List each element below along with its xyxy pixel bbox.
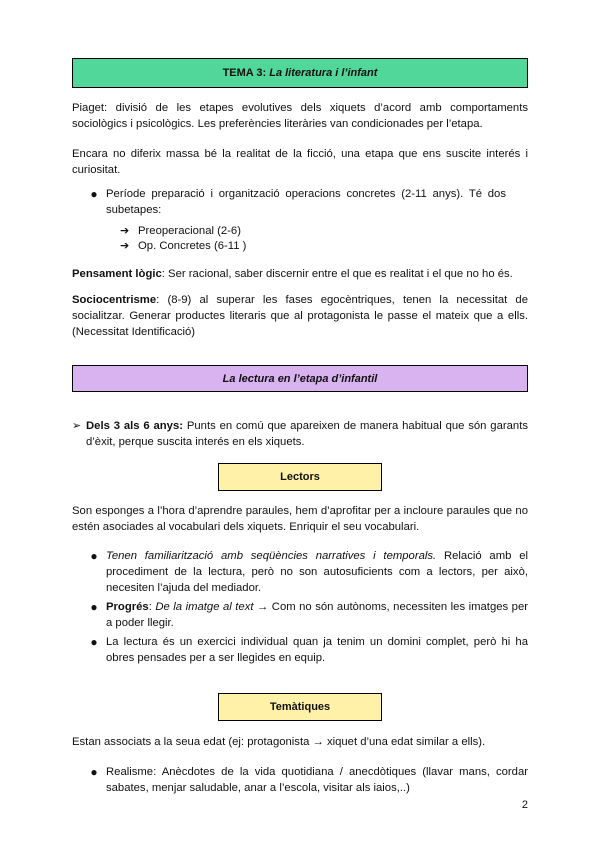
- bullet-icon: ●: [90, 765, 98, 779]
- lectors-title: Lectors: [280, 471, 320, 483]
- tematiques-title: Temàtiques: [269, 701, 331, 713]
- periode-item: Període preparació i organització operacions concretes (2-11 anys). Té dos subetapes:: [106, 188, 506, 216]
- bullet-icon: ●: [90, 635, 98, 649]
- socio-label: Sociocentrisme: [72, 294, 157, 306]
- piaget-paragraph: Piaget: divisió de les etapes evolutives dels xiquets d’acord amb comportaments sociològics i psicològics. Les preferències literàries van condicionades per l’etapa.: [72, 102, 528, 130]
- pensament-text: : Ser racional, saber discernir entre el que es realitat i el que no ho és.: [161, 268, 513, 280]
- bullet1-item: [106, 548, 528, 596]
- bullet2-item: Progrés: De la imatge al text → Com no són autònoms, necessiten les imatges per a poder llegir.: [106, 601, 528, 629]
- bullet2-italic: De la imatge al text: [155, 601, 254, 613]
- subetapa-2: Op. Concretes (6-11 ): [138, 240, 247, 252]
- bullet1-italic: Tenen familiarització amb seqüències narratives i temporals.: [106, 550, 437, 562]
- pensament-paragraph: [72, 266, 528, 282]
- pensament-label: Pensament lògic: [72, 268, 162, 280]
- encara-paragraph: Encara no diferix massa bé la realitat de la ficció, una etapa que ens suscite interés i curiositat.: [72, 148, 528, 176]
- bullet2-label: Progrés: [106, 601, 149, 613]
- arrow-icon: ➔: [120, 240, 130, 252]
- bullet-icon: ●: [90, 187, 98, 201]
- realisme-item: Realisme: Anècdotes de la vida quotidiana / anecdòtiques (llavar mans, cordar sabates, menjar saludable, anar a l’escola, visitar als iaios,..): [106, 766, 528, 794]
- socio-text: : (8-9) al superar les fases egocèntriques, tenen la necessitat de socialitzar. Generar productes literaris que al protagonista le passe el mateix que a ells. (Necessitat Identificació): [72, 294, 528, 338]
- tema-title-box: [72, 58, 528, 88]
- lectura-title-box: [72, 365, 528, 392]
- lectura-title: La lectura en l’etapa d’infantil: [222, 372, 378, 385]
- socio-paragraph: [72, 292, 528, 340]
- dels-label: Dels 3 als 6 anys:: [86, 420, 184, 432]
- marker-icon: ➢: [72, 420, 82, 432]
- bullet1-text: Relació amb el procediment de la lectura, però no son autosuficients com a lectors, per això, necesiten l’ajuda del mediador.: [106, 550, 528, 594]
- estan-paragraph: Estan associats a la seua edat (ej: protagonista → xiquet d’una edat similar a ells).: [72, 736, 486, 748]
- dels-paragraph: [86, 418, 528, 450]
- tematiques-title-box: [218, 693, 382, 721]
- tema-title: La literatura i l’infant: [269, 67, 378, 79]
- bullet2-text: → Com no són autònoms, necessiten les imatges per a poder llegir.: [106, 601, 528, 629]
- lectors-title-box: [218, 463, 382, 491]
- son-paragraph: Son esponges a l’hora d’aprendre paraules, hem d’aprofitar per a incloure paraules que no estén asociades al vocabulari dels xiquets. Enriquir el seu vocabulari.: [72, 505, 528, 533]
- dels-text: Punts en comú que apareixen de manera habitual que són garants d’èxit, perque suscita interés en els xiquets.: [86, 420, 528, 448]
- subetapa-1: Preoperacional (2-6): [138, 225, 241, 237]
- arrow-icon: ➔: [120, 225, 130, 237]
- page-number: 2: [521, 799, 528, 811]
- bullet-icon: ●: [90, 549, 98, 563]
- tema-prefix: TEMA 3:: [222, 67, 270, 79]
- bullet-icon: ●: [90, 600, 98, 614]
- bullet3-item: La lectura és un exercici individual quan ja tenim un domini complet, però hi ha obres pensades per a ser llegides en equip.: [106, 636, 528, 664]
